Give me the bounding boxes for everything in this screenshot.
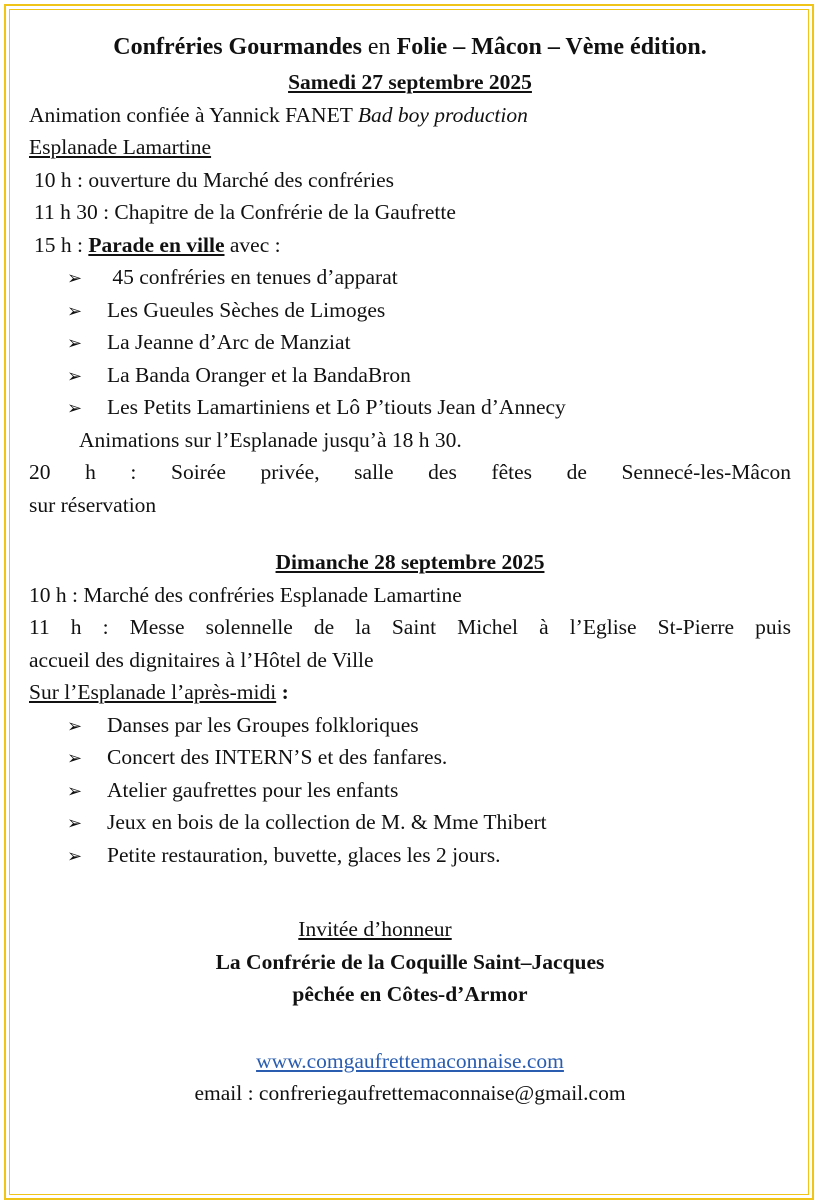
saturday-bullet-1: ➢ 45 confréries en tenues d’apparat	[29, 261, 791, 294]
guest-line-2: pêchée en Côtes-d’Armor	[292, 982, 528, 1006]
sunday-bullet-3: ➢ Atelier gaufrettes pour les enfants	[29, 774, 791, 807]
soiree-line-1: 20 h : Soirée privée, salle des fêtes de Sennecé-les-Mâcon	[29, 460, 791, 484]
afternoon-heading: Sur l’Esplanade l’après-midi :	[29, 680, 289, 704]
soiree-line-2: sur réservation	[29, 492, 157, 517]
arrow-bullet-icon: ➢	[67, 365, 83, 387]
page-title	[29, 28, 791, 66]
mass-line-1: 11 h : Messe solennelle de la Saint Michel à l’Eglise St-Pierre puis	[29, 615, 791, 639]
arrow-bullet-icon: ➢	[67, 268, 83, 289]
sunday-market: 10 h : Marché des confréries Esplanade Lamartine	[29, 582, 462, 607]
saturday-item-2: 11 h 30 : Chapitre de la Confrérie de la Gaufrette	[34, 200, 456, 224]
arrow-bullet-icon: ➢	[67, 300, 83, 322]
mass-line-2: accueil des dignitaires à l’Hôtel de Ville	[29, 647, 374, 672]
section-gap	[29, 1011, 791, 1045]
saturday-item-1: 10 h : ouverture du Marché des confréries	[34, 167, 394, 192]
website-link[interactable]: www.comgaufrettemaconnaise.com	[256, 1048, 564, 1073]
website-line	[29, 1045, 791, 1078]
section-gap	[29, 521, 791, 546]
arrow-bullet-icon: ➢	[67, 845, 83, 867]
arrow-bullet-icon: ➢	[67, 813, 83, 834]
flyer-content	[29, 28, 791, 1110]
title-part-1: Confréries Gourmandes	[113, 34, 362, 60]
arrow-bullet-icon: ➢	[67, 780, 83, 802]
arrow-bullet-icon: ➢	[67, 398, 83, 419]
guest-label: Invitée d’honneur	[298, 917, 452, 941]
saturday-bullet-2: ➢ Les Gueules Sèches de Limoges	[29, 294, 791, 327]
sunday-bullet-2: ➢ Concert des INTERN’S et des fanfares.	[29, 741, 791, 774]
sunday-bullet-1: ➢ Danses par les Groupes folkloriques	[29, 709, 791, 742]
saturday-bullet-4: ➢ La Banda Oranger et la BandaBron	[29, 359, 791, 392]
arrow-bullet-icon: ➢	[67, 715, 83, 737]
saturday-bullet-5: ➢ Les Petits Lamartiniens et Lô P’tiouts Jean d’Annecy	[29, 391, 791, 424]
section-gap	[29, 871, 791, 913]
title-part-3: Folie – Mâcon – Vème édition.	[396, 34, 707, 60]
saturday-heading: Samedi 27 septembre 2025	[288, 70, 532, 94]
parade-line: 15 h : Parade en ville avec :	[34, 232, 281, 257]
saturday-location: Esplanade Lamartine	[29, 135, 212, 159]
email-line: email : confreriegaufrettemaconnaise@gmail.com	[194, 1081, 626, 1105]
arrow-bullet-icon: ➢	[67, 748, 83, 769]
guest-line-1: La Confrérie de la Coquille Saint–Jacques	[215, 949, 605, 974]
animations-line: Animations sur l’Esplanade jusqu’à 18 h 30.	[79, 427, 462, 452]
sunday-heading: Dimanche 28 septembre 2025	[275, 550, 545, 574]
title-part-2: en	[361, 34, 397, 60]
arrow-bullet-icon: ➢	[67, 333, 83, 354]
animation-line: Animation confiée à Yannick FANET Bad boy production	[29, 102, 528, 127]
saturday-bullet-3: ➢ La Jeanne d’Arc de Manziat	[29, 326, 791, 359]
sunday-bullet-4: ➢ Jeux en bois de la collection de M. & Mme Thibert	[29, 806, 791, 839]
sunday-bullet-5: ➢ Petite restauration, buvette, glaces les 2 jours.	[29, 839, 791, 872]
